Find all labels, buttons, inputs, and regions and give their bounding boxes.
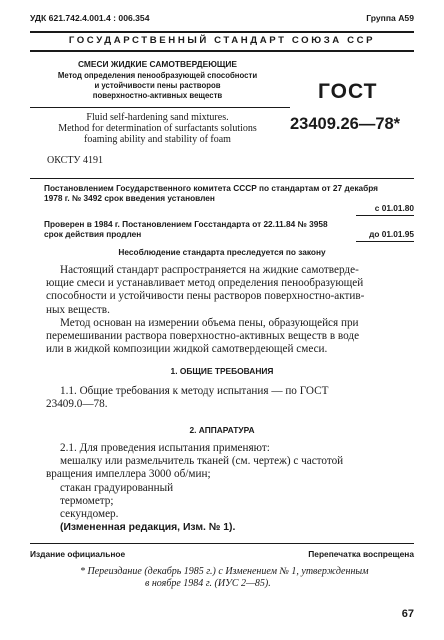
intro-paragraph-2: [46, 317, 414, 357]
date-underline: [356, 215, 414, 216]
group-code: Группа А59: [366, 13, 414, 23]
text-line: 23409.0—78.: [46, 398, 108, 411]
edition-note: (Измененная редакция, Изм. № 1).: [60, 522, 236, 534]
legal-warning: Несоблюдение стандарта преследуется по закону: [118, 247, 326, 257]
section-2-body: [46, 442, 414, 534]
title-ru-sub-line: Метод определения пенообразующей способности: [57, 71, 258, 80]
decree-line: 1978 г. № 3492 срок введения установлен: [44, 193, 215, 203]
text-line: Метод основан на измерении объема пены, образующейся при: [60, 317, 359, 329]
udk-code: УДК 621.742.4.001.4 : 006.354: [30, 13, 150, 23]
section-2-heading: 2. АППАРАТУРА: [189, 425, 255, 435]
title-ru-sub-line: и устойчивости пены растворов: [94, 81, 221, 90]
top-rule: [30, 31, 414, 33]
title-ru-main: СМЕСИ ЖИДКИЕ САМОТВЕРДЕЮЩИЕ: [77, 59, 237, 69]
section-1-heading: 1. ОБЩИЕ ТРЕБОВАНИЯ: [170, 366, 274, 376]
decree-line: срок действия продлен: [44, 229, 142, 239]
title-ru-sub-line: поверхностно-активных веществ: [92, 91, 223, 100]
reprint-prohibited: Перепечатка воспрещена: [308, 549, 414, 559]
text-line: мешалку или размельчитель тканей (см. чертеж) с частотой: [60, 455, 344, 468]
footer-rule: [30, 543, 414, 544]
title-en: [50, 112, 265, 146]
state-standard-banner: ГОСУДАРСТВЕННЫЙ СТАНДАРТ СОЮЗА ССР: [68, 35, 376, 46]
text-line: 1.1. Общие требования к методу испытания — по ГОСТ: [60, 385, 329, 397]
text-line: стакан градуированный: [60, 481, 174, 494]
title-divider: [30, 107, 290, 108]
section-1-body: [46, 385, 414, 411]
decree-line: Постановлением Государственного комитета СССР по стандартам от 27 декабря: [44, 183, 379, 193]
intro-paragraph-1: [46, 264, 414, 317]
okstu-code: ОКСТУ 4191: [47, 155, 104, 166]
title-en-line: Fluid self-hardening sand mixtures.: [86, 112, 229, 123]
footnote-line: в ноябре 1984 г. (ИУС 2—85).: [145, 578, 271, 589]
title-en-line: Method for determination of surfactants solutions: [58, 123, 257, 135]
official-edition: Издание официальное: [30, 549, 126, 559]
banner-rule: [30, 50, 414, 52]
introduction-date: с 01.01.80: [374, 203, 414, 213]
text-line: ющие смеси и устанавливает метод определения пенообразующей: [46, 277, 364, 290]
footnote-line: * Переиздание (декабрь 1985 г.) с Изменением № 1, утвержденным: [80, 566, 369, 577]
text-line: 2.1. Для проведения испытания применяют:: [60, 442, 270, 454]
decree-rule: [30, 178, 414, 179]
title-en-line: foaming ability and stability of foam: [84, 134, 231, 146]
gost-label: ГОСТ: [318, 80, 378, 103]
text-line: термометр;: [60, 494, 114, 507]
text-line: секундомер.: [60, 508, 119, 521]
text-line: или в жидкой композиции жидкой самотвердеющей смеси.: [46, 343, 328, 356]
page-number: 67: [401, 608, 414, 620]
decree-line: Проверен в 1984 г. Постановлением Госстандарта от 22.11.84 № 3958: [44, 219, 328, 229]
text-line: ных веществ.: [46, 303, 110, 316]
text-line: способности и устойчивости пены растворов поверхностно-актив-: [46, 290, 365, 303]
gost-number: 23409.26—78*: [290, 115, 401, 133]
title-ru-subtitle: [50, 71, 265, 101]
text-line: перемешивании раствора поверхностно-активных веществ в воде: [46, 330, 360, 343]
extension-date: до 01.01.95: [369, 229, 414, 239]
date-underline: [356, 241, 414, 242]
text-line: Настоящий стандарт распространяется на жидкие самотверде-: [60, 264, 359, 276]
text-line: вращения импеллера 3000 об/мин;: [46, 468, 211, 481]
